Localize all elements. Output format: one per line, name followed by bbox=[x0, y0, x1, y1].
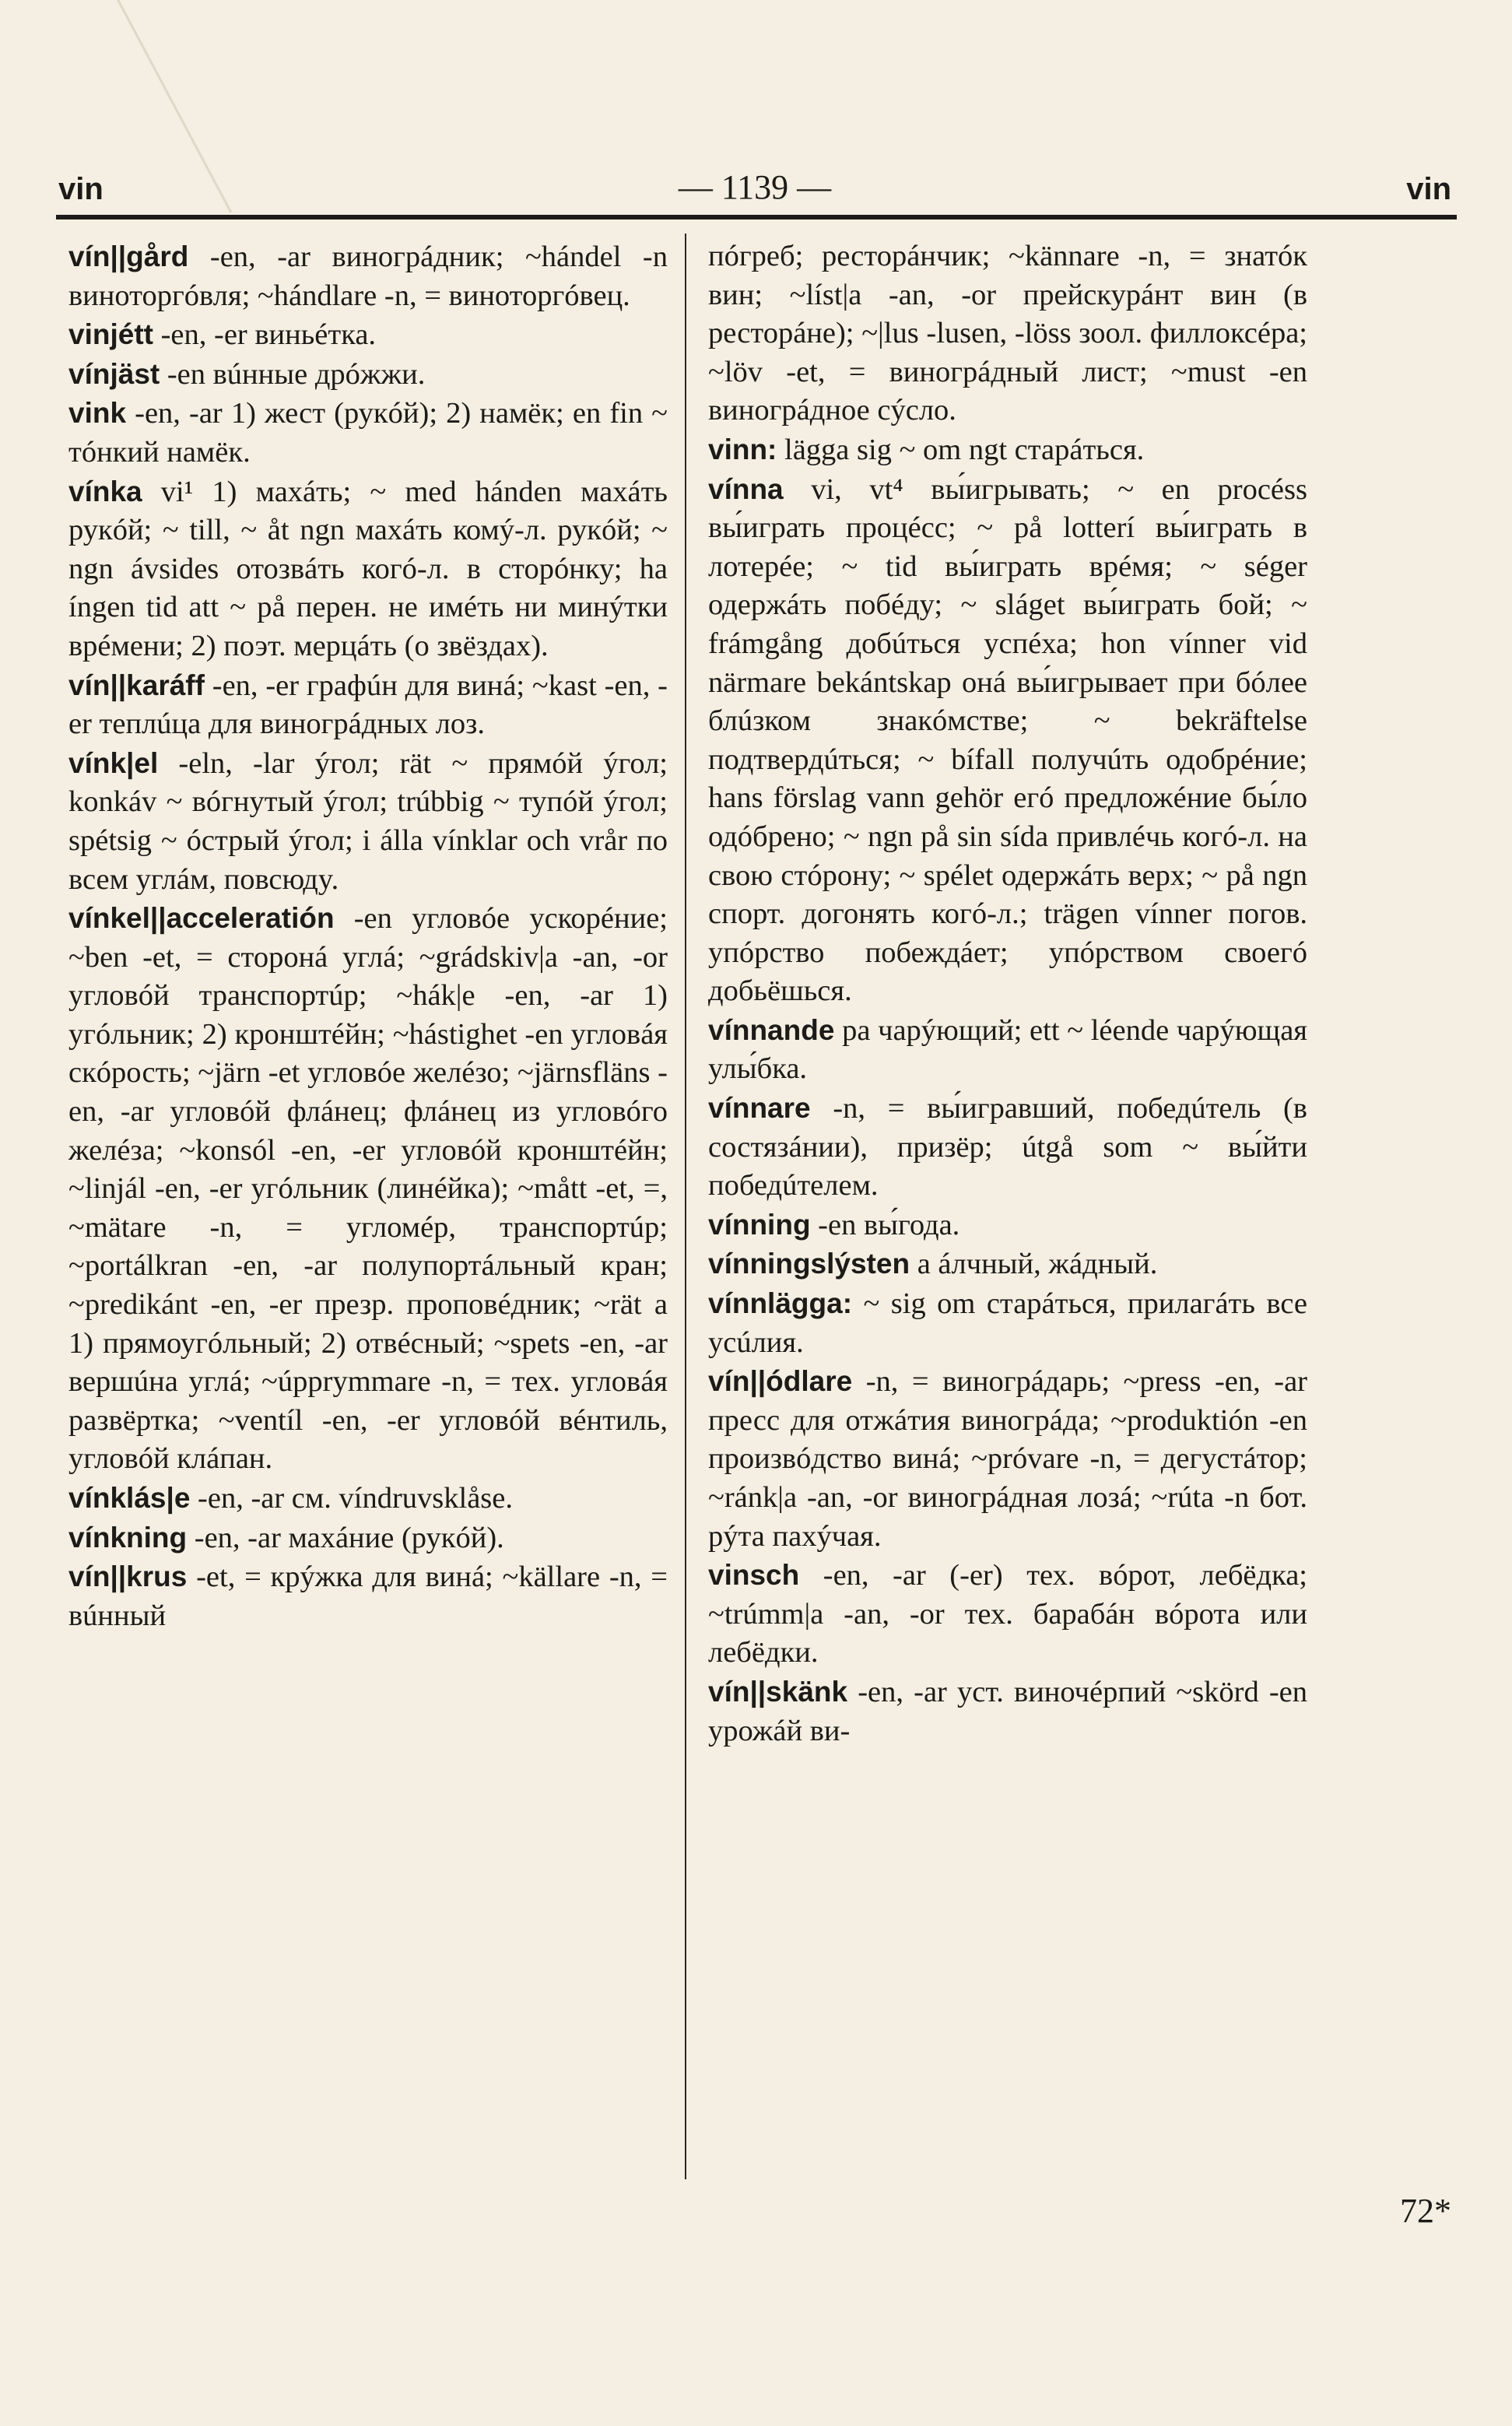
left-guide-word: vin bbox=[58, 172, 103, 206]
entry-headword: vín||ódlare bbox=[708, 1365, 853, 1398]
dictionary-entry bbox=[708, 1206, 1307, 1245]
dictionary-entry bbox=[68, 355, 668, 395]
entry-text: ~ sig om старáться, прилагáть все усúлия. bbox=[708, 1287, 1307, 1359]
entry-headword: vínka bbox=[68, 475, 142, 507]
entry-headword: vínkel||acceleratión bbox=[68, 902, 335, 935]
entry-headword: vinsch bbox=[708, 1559, 800, 1592]
entry-text: -n, = вы́игравший, победúтель (в состязáнии), призёр; útgå som ~ вы́йти победúтелем. bbox=[708, 1092, 1307, 1202]
page-number: — 1139 — bbox=[678, 168, 832, 206]
entry-text: pa чарýющий; ett ~ léende чарýющая улы́бка. bbox=[708, 1013, 1307, 1086]
entry-text: -en, -ar (-er) тех. вóрот, лебёдка; ~trúmm|a -an, -or тех. барабáн вóрота или лебёдки. bbox=[708, 1559, 1307, 1669]
dictionary-entry bbox=[708, 1089, 1307, 1206]
entry-headword: vínna bbox=[708, 472, 784, 505]
entry-text: -eln, -lar ýгол; rät ~ прямóй ýгол; konkáv ~ вóгнутый ýгол; trúbbig ~ тупóй ýгол; spétsig ~ óстрый ýгол; i álla vínklar och vrår по всем углáм, повсюдy. bbox=[68, 746, 668, 896]
entry-text: vi¹ 1) махáть; ~ med hánden махáть рукóй; ~ till, ~ åt ngn махáть комý-л. рукóй; ~ ngn ávsides отозвáть когó-л. в сторóнку; ha íngen tid att ~ på перен. не имéть ни минýтки врéмени; 2) поэт. мерцáть (о звёздах). bbox=[68, 475, 668, 662]
entry-text: -en, -ar 1) жест (рукóй); 2) намёк; en fin ~ тóнкий намёк. bbox=[68, 397, 668, 469]
dictionary-entry bbox=[68, 899, 668, 1479]
dictionary-entry bbox=[708, 430, 1307, 470]
dictionary-entry bbox=[708, 1673, 1307, 1750]
dictionary-entry bbox=[68, 1518, 668, 1558]
dictionary-entry bbox=[68, 1557, 668, 1635]
dictionary-entry bbox=[708, 237, 1307, 430]
entry-headword: vín||krus bbox=[68, 1561, 188, 1593]
dictionary-entry bbox=[68, 394, 668, 472]
entry-headword: vínnlägga: bbox=[708, 1287, 853, 1320]
entry-text: lägga sig ~ om ngt старáться. bbox=[777, 433, 1145, 466]
page-header bbox=[58, 163, 1451, 210]
entry-headword: vínnare bbox=[708, 1092, 811, 1125]
dictionary-entry bbox=[708, 1284, 1307, 1362]
entry-text: -en, -er виньéтка. bbox=[153, 318, 377, 352]
entry-text: -en, -ar махáние (рукóй). bbox=[187, 1521, 504, 1554]
entry-headword: vínk|el bbox=[68, 746, 159, 779]
dictionary-entry bbox=[68, 1479, 668, 1518]
dictionary-entry bbox=[708, 1011, 1307, 1089]
entry-headword: vinjétt bbox=[68, 318, 153, 351]
entry-headword: vínningslýsten bbox=[708, 1248, 910, 1280]
entry-headword: vínkning bbox=[68, 1521, 188, 1554]
entry-text: -en, -ar уст. виночéрпий ~skörd -en урожáй ви- bbox=[708, 1675, 1307, 1747]
left-column bbox=[68, 237, 668, 1635]
right-column bbox=[708, 237, 1307, 1750]
dictionary-entry bbox=[68, 472, 668, 666]
entry-text: -en, -er графúн для винá; ~kast -en, -er теплúца для виногрáдных лоз. bbox=[68, 669, 668, 741]
column-divider bbox=[685, 233, 686, 2179]
entry-headword: vín||gård bbox=[68, 240, 189, 272]
entry-headword: vínnande bbox=[708, 1013, 835, 1046]
entry-text: пóгреб; ресторáнчик; ~kännare -n, = знатóк вин; ~líst|a -an, -or прейскурáнт вин (в ресторáне); ~|lus -lusen, -löss зоол. филлоксéра; ~löv -et, = виногрáдный лист; ~must -en виногрáдное сýсло. bbox=[708, 240, 1307, 427]
entry-text: -et, = крýжка для винá; ~källare -n, = вúнный bbox=[68, 1561, 668, 1632]
entry-headword: vinn: bbox=[708, 433, 777, 465]
dictionary-entry bbox=[68, 744, 668, 899]
entry-text: -en, -ar см. víndruvsklåse. bbox=[190, 1482, 513, 1515]
dictionary-entry bbox=[68, 237, 668, 315]
entry-headword: vínning bbox=[708, 1208, 811, 1241]
dictionary-entry bbox=[708, 1245, 1307, 1284]
dictionary-entry bbox=[68, 666, 668, 744]
entry-headword: vínjäst bbox=[68, 357, 160, 390]
entry-text: -en вы́года. bbox=[810, 1208, 960, 1241]
dictionary-entry bbox=[708, 1556, 1307, 1673]
entry-text: -n, = виногрáдарь; ~press -en, -ar пресс для отжáтия виногрáда; ~produktión -en произвóдство винá; ~próvare -n, = дегустáтор; ~ránk|a -an, -or виногрáдная лозá; ~rúta -n бот. рýта пахýчая. bbox=[708, 1365, 1307, 1553]
header-rule bbox=[56, 215, 1457, 219]
entry-text: vi, vt⁴ вы́игрывать; ~ en procéss вы́играть процéсс; ~ på lotterí вы́играть в лотерéе; ~ tid вы́играть врéмя; ~ séger одержáть побéду; ~ sláget вы́играть бой; ~ frámgång добúться успéха; hon vínner vid närmare bekántskap онá вы́игрывает при бóлее блúзком знакóмстве; ~ bekräftelse подтвердúться; ~ bífall получúть одобрéние; hans förslag vann gehör егó предложéние бы́ло одóбрено; ~ ngn på sin sída привлéчь когó-л. на свою стóрону; ~ spélet одержáть верх; ~ på ngn спорт. догонять когó-л.; trägen vínner погов. упóрство побеждáет; упóрством своегó добьёшься. bbox=[708, 472, 1307, 1008]
entry-headword: vínklás|e bbox=[68, 1482, 191, 1514]
dictionary-entry bbox=[68, 315, 668, 355]
entry-headword: vín||skänk bbox=[708, 1675, 848, 1708]
entry-headword: vink bbox=[68, 397, 127, 430]
entry-text: -en, -ar виногрáдник; ~hándel -n виноторгóвля; ~hándlare -n, = виноторгóвец. bbox=[68, 240, 668, 312]
dictionary-entry bbox=[708, 1362, 1307, 1556]
entry-text: a áлчный, жáдный. bbox=[910, 1248, 1158, 1281]
entry-headword: vín||karáff bbox=[68, 669, 205, 701]
entry-text: -en вúнные дрóжжи. bbox=[160, 357, 426, 391]
signature-mark: 72* bbox=[1400, 2192, 1451, 2230]
entry-text: -en угловóе ускорéние; ~ben -et, = сторонá углá; ~grádskiv|a -an, -or угловóй транспортúр; ~hák|e -en, -ar 1) угóльник; 2) кронштéйн; ~hástighet -en угловáя скóрость; ~järn -et угловóе желéзо; ~järnsfläns -en, -ar угловóй флáнец; флáнец из угловóго желéза; ~konsól -en, -er угловóй кронштéйн; ~linjál -en, -er угóльник (линéйка); ~mått -et, =, ~mätare -n, = угломéр, транспортúр; ~portálkran -en, -ar полупортáльный кран; ~predikánt -en, -er презр. проповéдник; ~rät a 1) прямоугóльный; 2) отвéсный; ~spets -en, -ar вершúна углá; ~úpprymmare -n, = тех. угловáя развёртка; ~ventíl -en, -er угловóй вéнтиль, угловóй клáпан. bbox=[68, 902, 668, 1476]
dictionary-entry bbox=[708, 470, 1307, 1011]
right-guide-word: vin bbox=[1406, 172, 1451, 206]
